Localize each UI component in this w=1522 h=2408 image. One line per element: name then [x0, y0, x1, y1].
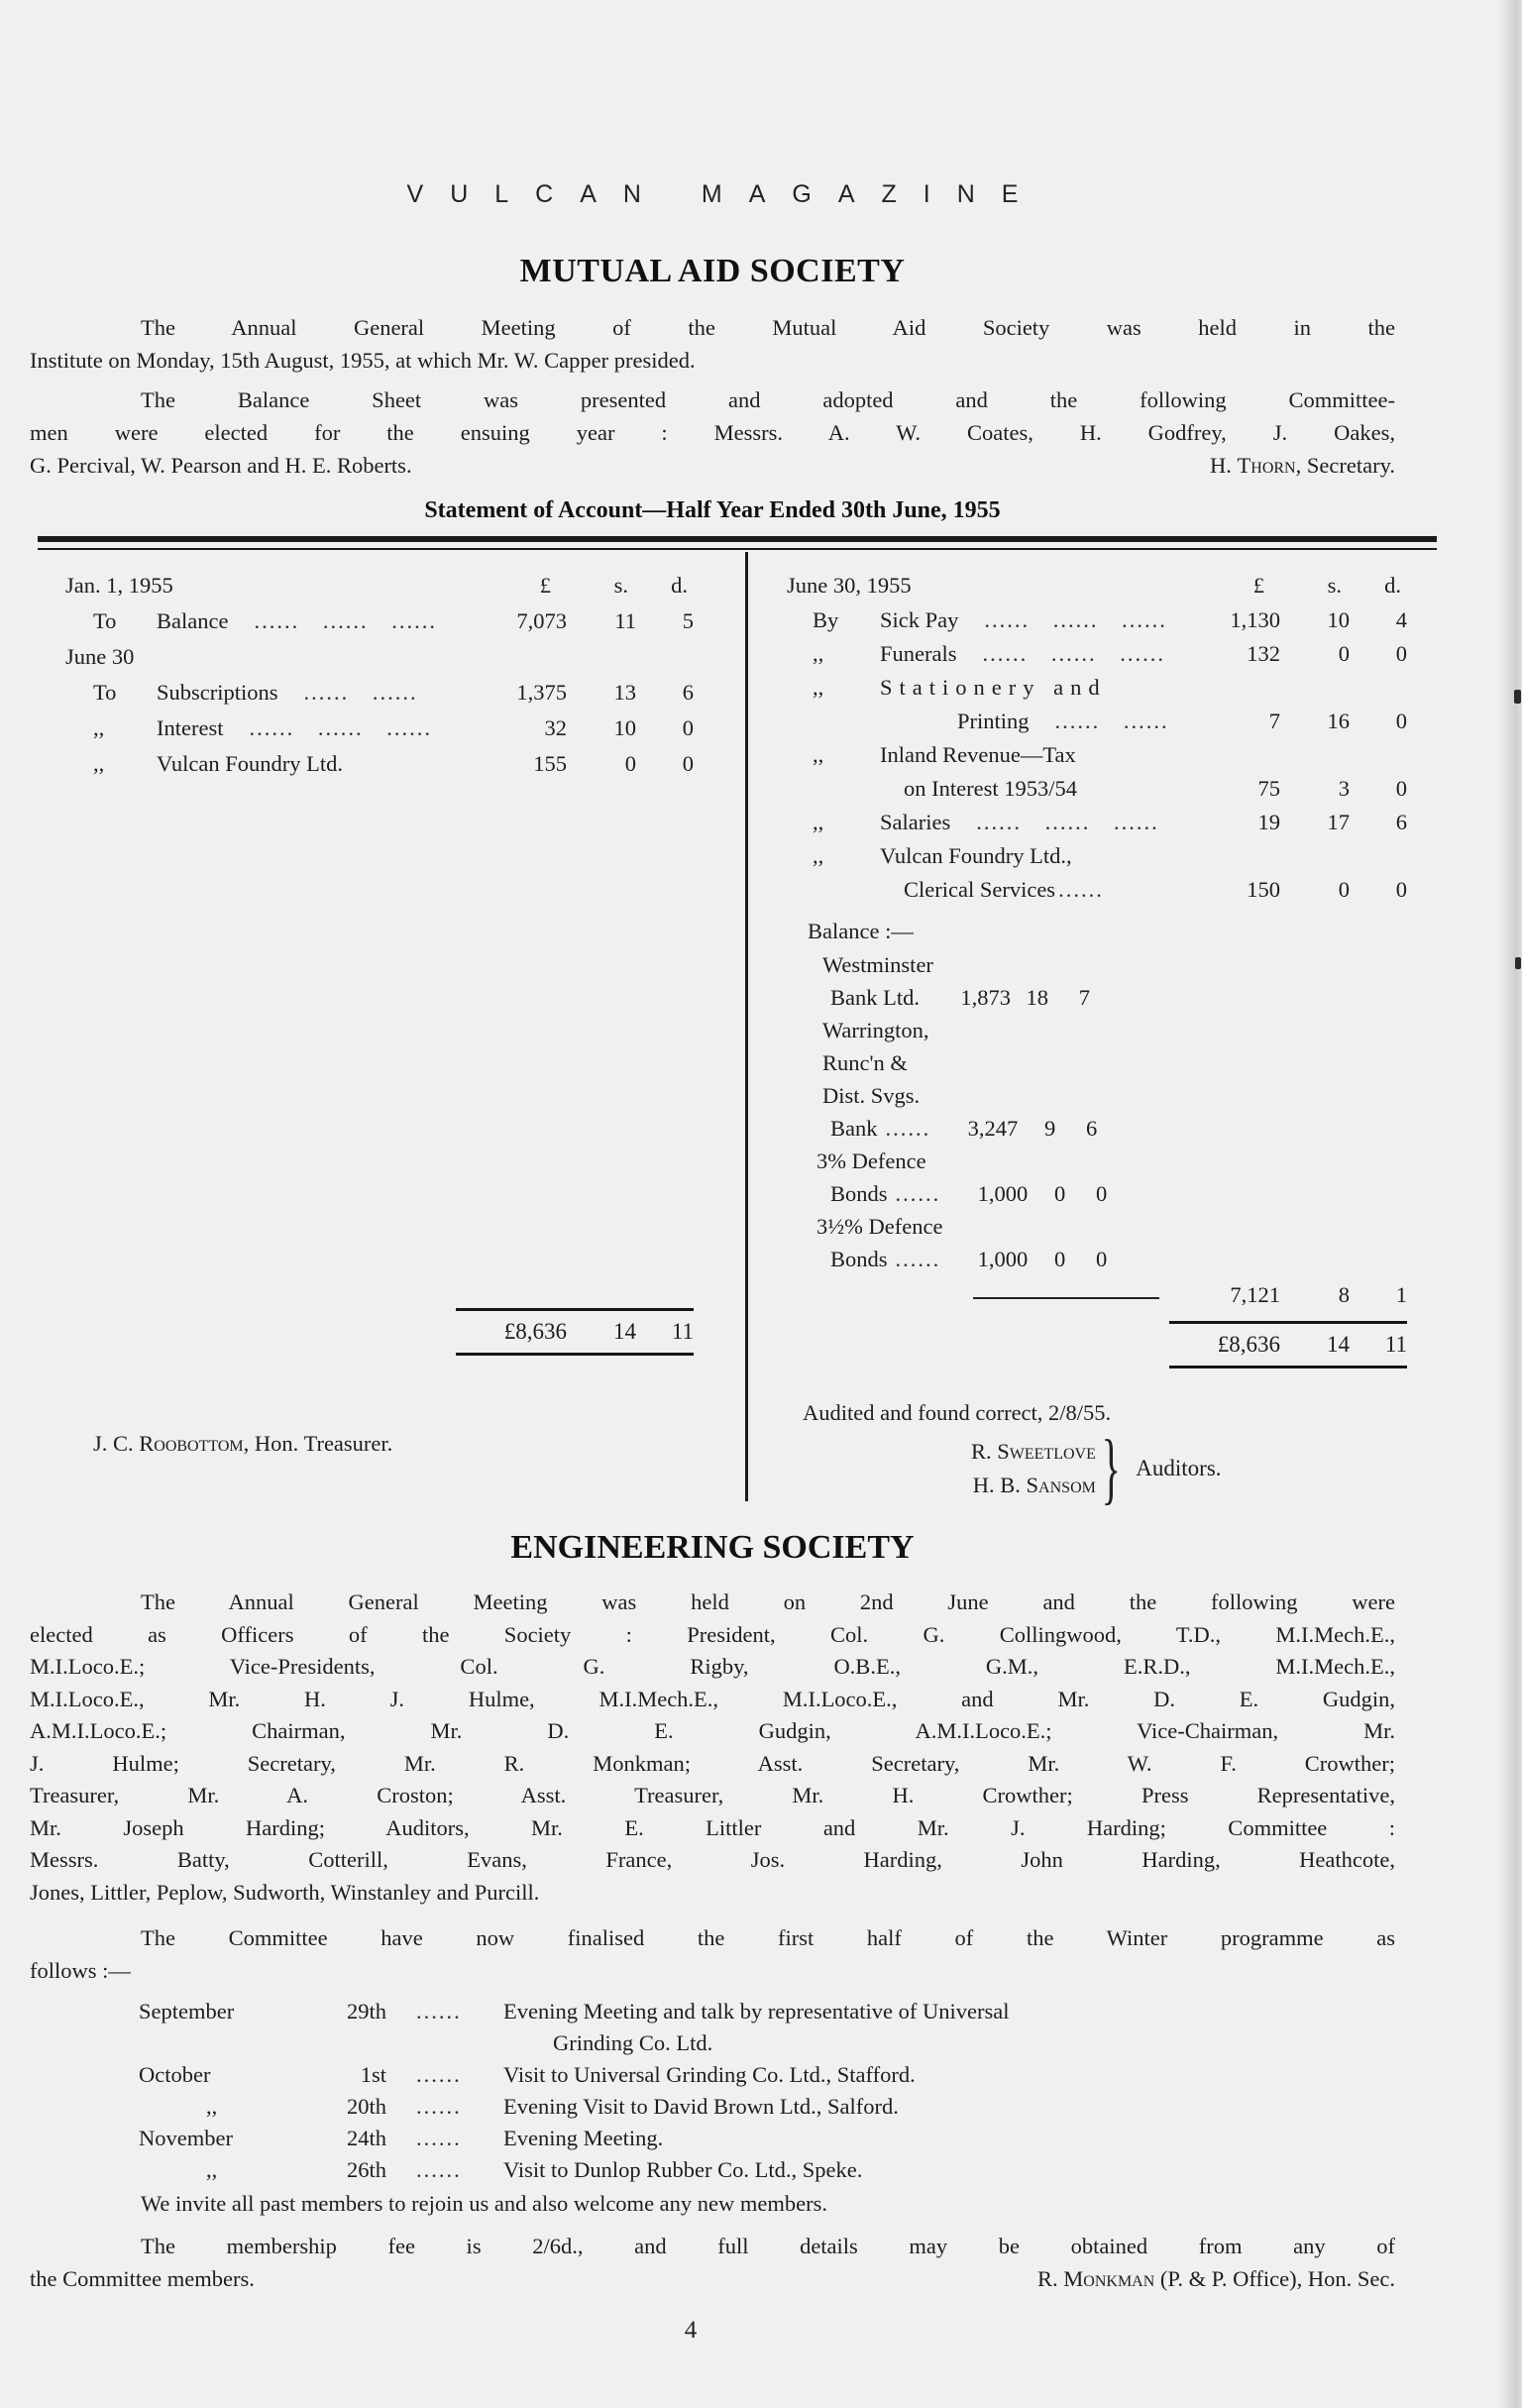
amount-pence: 0	[1395, 877, 1407, 902]
schedule-month: October	[139, 2062, 211, 2087]
schedule-month: November	[139, 2126, 233, 2150]
total-pence: 11	[1384, 1332, 1407, 1357]
amount-pounds: 75	[1257, 776, 1280, 801]
dot-leaders: ...... ...... ......	[976, 810, 1159, 834]
amount-pounds: 155	[533, 751, 567, 776]
dot-leaders: ......	[416, 2062, 462, 2087]
amount-pounds: 19	[1257, 810, 1280, 834]
paragraph-line: M.I.Loco.E., Mr. H. J. Hulme, M.I.Mech.E., M.I.Loco.E., and Mr. D. E. Gudgin,	[30, 1686, 1395, 1711]
account-row-stationery-cont: Printing ...... ...... 7 16 0	[787, 705, 1407, 738]
paragraph-line: follows :—	[30, 1958, 131, 1983]
shilling-column-header: s.	[1327, 573, 1342, 598]
amount-shillings: 13	[613, 680, 636, 705]
schedule-description: Evening Meeting.	[503, 2126, 664, 2150]
audit-statement: Audited and found correct, 2/8/55.	[803, 1400, 1112, 1425]
schedule-day: 26th	[346, 2157, 386, 2182]
paragraph-line: A.M.I.Loco.E.; Chairman, Mr. D. E. Gudgin, A.M.I.Loco.E.; Vice-Chairman, Mr.	[30, 1718, 1395, 1743]
auditor-name: Sansom	[1026, 1473, 1096, 1497]
paragraph-line	[30, 449, 1395, 482]
page-body	[30, 180, 1407, 2345]
amount-pence: 0	[1096, 1181, 1108, 1206]
paragraph-line-text: the Committee members.	[30, 2266, 255, 2291]
dot-leaders: ......	[416, 1999, 462, 2024]
table-top-double-rule	[38, 536, 1437, 550]
schedule-day: 1st	[360, 2062, 386, 2087]
paragraph-line: Institute on Monday, 15th August, 1955, at which Mr. W. Capper presided.	[30, 348, 696, 373]
account-row-clerical-cont: Clerical Services ...... 150 0 0	[787, 873, 1407, 907]
account-row-interest: ,, Interest ...... ...... ...... 32 10 0	[93, 711, 694, 746]
account-row-stationery: ,, Stationery and	[813, 675, 1107, 700]
engineering-officers-paragraph	[30, 1587, 1395, 1909]
total-pounds: £8,636	[1217, 1332, 1280, 1357]
treasurer-name: Roobottom	[139, 1431, 244, 1456]
amount-pounds: 7,073	[516, 608, 567, 633]
statement-of-account-table	[38, 536, 1437, 1515]
subtotal-dash-rule	[973, 1297, 1159, 1299]
scan-speck	[1514, 690, 1521, 704]
debit-column	[38, 550, 746, 1461]
total-pounds: £8,636	[503, 1319, 567, 1344]
balance-item-westminster: Westminster Bank Ltd. 1,873 18 7	[787, 948, 1407, 1014]
section-title-engineering: ENGINEERING SOCIETY	[510, 1529, 915, 1566]
mutual-aid-paragraph-1	[30, 311, 1395, 377]
auditors-signatures	[971, 1425, 1407, 1512]
subtotal-pence: 1	[1395, 1282, 1407, 1307]
winter-programme-paragraph	[30, 1921, 1395, 1987]
schedule-row	[139, 2123, 1395, 2154]
dot-leaders: ...... ...... ......	[982, 641, 1165, 666]
brace-glyph: }	[1101, 1425, 1121, 1512]
debit-total	[456, 1308, 694, 1356]
amount-pounds: 1,130	[1230, 607, 1280, 632]
amount-pence: 0	[1096, 1247, 1108, 1271]
amount-shillings: 0	[1054, 1247, 1066, 1271]
dot-leaders: ...... ......	[1054, 709, 1169, 733]
debit-date: Jan. 1, 1955	[65, 573, 173, 598]
invite-line: We invite all past members to rejoin us and also welcome any new members.	[141, 2191, 827, 2216]
membership-paragraph	[30, 2230, 1395, 2295]
mutual-aid-paragraph-2	[30, 383, 1395, 482]
auditor-name: Sweetlove	[997, 1439, 1096, 1464]
programme-schedule	[139, 1996, 1395, 2186]
secretary-name: Thorn	[1237, 453, 1296, 478]
amount-pence: 0	[682, 751, 694, 776]
paragraph-line: The Committee have now finalised the first half of the Winter programme as	[141, 1925, 1395, 1950]
dot-leaders: ...... ...... ......	[984, 607, 1167, 632]
amount-shillings: 9	[1044, 1116, 1056, 1141]
paragraph-line: The Annual General Meeting was held on 2nd June and the following were	[141, 1589, 1395, 1614]
hon-sec-name: Monkman	[1063, 2266, 1155, 2291]
debit-date-line: June 30	[65, 644, 135, 669]
schedule-row	[139, 2154, 1395, 2186]
amount-shillings: 11	[614, 608, 636, 633]
pound-column-header: £	[539, 573, 551, 598]
amount-pence: 4	[1395, 607, 1407, 632]
amount-pounds: 3,247	[967, 1116, 1019, 1141]
scan-speck	[1515, 957, 1521, 969]
paragraph-line: The Annual General Meeting of the Mutual Aid Society was held in the	[141, 315, 1395, 340]
amount-shillings: 16	[1327, 709, 1350, 733]
account-row-salaries: ,, Salaries ...... ...... ...... 19 17 6	[787, 806, 1407, 839]
amount-shillings: 0	[1054, 1181, 1066, 1206]
amount-pence: 6	[1395, 810, 1407, 834]
amount-pence: 6	[1086, 1116, 1098, 1141]
treasurer-signature: J. C. Roobottom, Hon. Treasurer.	[93, 1431, 393, 1456]
account-row-subscriptions: To Subscriptions ...... ...... 1,375 13 6	[93, 675, 694, 711]
amount-shillings: 0	[624, 751, 636, 776]
schedule-month: September	[139, 1999, 235, 2024]
amount-pence: 0	[1395, 776, 1407, 801]
schedule-month-ditto: ,,	[206, 2094, 218, 2119]
pence-column-header: d.	[1384, 573, 1401, 598]
amount-pence: 0	[1395, 709, 1407, 733]
total-shillings: 14	[613, 1319, 636, 1344]
total-pence: 11	[671, 1319, 694, 1344]
amount-pence: 5	[682, 608, 694, 633]
schedule-description: Visit to Dunlop Rubber Co. Ltd., Speke.	[503, 2157, 863, 2182]
amount-pounds: 7	[1268, 709, 1280, 733]
auditors-label: Auditors.	[1136, 1456, 1222, 1480]
amount-pence: 6	[682, 680, 694, 705]
amount-pence: 7	[1078, 985, 1090, 1010]
table-column-divider	[745, 552, 748, 1501]
dot-leaders: ......	[416, 2126, 462, 2150]
balance-item-savings-bank: Warrington, Runc'n & Dist. Svgs. Bank ...... 3,247 9 6	[787, 1014, 1407, 1145]
paragraph-line-text: G. Percival, W. Pearson and H. E. Roberts.	[30, 453, 412, 478]
paragraph-line: Messrs. Batty, Cotterill, Evans, France, Jos. Harding, John Harding, Heathcote,	[30, 1847, 1395, 1872]
subtotal-shillings: 8	[1338, 1282, 1350, 1307]
paragraph-line: Mr. Joseph Harding; Auditors, Mr. E. Littler and Mr. J. Harding; Committee :	[30, 1814, 1395, 1840]
dot-leaders: ...... ......	[303, 680, 418, 705]
account-row-vulcan-foundry: ,, Vulcan Foundry Ltd. 155 0 0	[93, 746, 694, 782]
dot-leaders: ...... ...... ......	[249, 715, 432, 740]
dot-leaders: ......	[885, 1116, 931, 1141]
amount-pounds: 32	[544, 715, 567, 740]
account-row-funerals: ,, Funerals ...... ...... ...... 132 0 0	[787, 637, 1407, 671]
pound-column-header: £	[1252, 573, 1264, 598]
dot-leaders: ......	[416, 2094, 462, 2119]
amount-pence: 0	[1395, 641, 1407, 666]
paragraph-line	[30, 2262, 1395, 2295]
account-row-sick-pay: By Sick Pay ...... ...... ...... 1,130 10 4	[787, 603, 1407, 637]
paragraph-line: The Balance Sheet was presented and adopted and the following Committee-	[141, 387, 1395, 412]
account-row-inland-revenue: ,, Inland Revenue—Tax	[813, 742, 1076, 767]
amount-pence: 0	[682, 715, 694, 740]
debit-header-row	[65, 568, 694, 603]
amount-pounds: 132	[1247, 641, 1280, 666]
credit-total	[1169, 1321, 1407, 1368]
amount-shillings: 3	[1338, 776, 1350, 801]
account-row-balance: To Balance ...... ...... ...... 7,073 11 5	[93, 603, 694, 639]
dot-leaders: ...... ...... ......	[254, 608, 437, 633]
pence-column-header: d.	[671, 573, 688, 598]
schedule-description-continuation: Grinding Co. Ltd.	[553, 2030, 713, 2055]
schedule-day: 20th	[346, 2094, 386, 2119]
amount-shillings: 18	[1026, 985, 1048, 1010]
credit-column	[749, 550, 1437, 1512]
schedule-row	[139, 2059, 1395, 2091]
subtotal-pounds: 7,121	[1230, 1282, 1280, 1307]
schedule-month-ditto: ,,	[206, 2157, 218, 2182]
schedule-row	[139, 1996, 1395, 2027]
paragraph-line: J. Hulme; Secretary, Mr. R. Monkman; Asst. Secretary, Mr. W. F. Crowther;	[30, 1750, 1395, 1776]
dot-leaders: ......	[895, 1181, 941, 1206]
total-shillings: 14	[1327, 1332, 1350, 1357]
amount-pounds: 1,375	[516, 680, 567, 705]
schedule-day: 29th	[346, 1999, 386, 2024]
auditor-signature: H. B. Sansom	[972, 1473, 1096, 1497]
shilling-column-header: s.	[613, 573, 628, 598]
auditor-signature: R. Sweetlove	[971, 1439, 1096, 1464]
page-number: 4	[684, 2317, 698, 2344]
dot-leaders: ......	[416, 2157, 462, 2182]
paragraph-line: men were elected for the ensuing year : Messrs. A. W. Coates, H. Godfrey, J. Oakes,	[30, 420, 1395, 445]
account-row-clerical: ,, Vulcan Foundry Ltd.,	[813, 843, 1072, 868]
schedule-row	[139, 2091, 1395, 2123]
amount-shillings: 0	[1338, 877, 1350, 902]
secretary-signature: H. Thorn, Secretary.	[1210, 453, 1395, 478]
schedule-description: Visit to Universal Grinding Co. Ltd., Stafford.	[503, 2062, 916, 2087]
scan-edge-shadow	[1496, 0, 1522, 2408]
balance-heading: Balance :—	[808, 919, 914, 943]
dot-leaders: ......	[895, 1247, 941, 1271]
amount-shillings: 10	[1327, 607, 1350, 632]
account-row-inland-revenue-cont: on Interest 1953/54 75 3 0	[787, 772, 1407, 806]
statement-title: Statement of Account—Half Year Ended 30th June, 1955	[424, 497, 1001, 523]
balance-item-defence-bonds-3-5: 3½% Defence Bonds ...... 1,000 0 0	[787, 1210, 1407, 1275]
hon-sec-signature: R. Monkman (P. & P. Office), Hon. Sec.	[1037, 2266, 1395, 2291]
paragraph-line: Treasurer, Mr. A. Croston; Asst. Treasurer, Mr. H. Crowther; Press Representative,	[30, 1783, 1395, 1807]
amount-pounds: 150	[1247, 877, 1280, 902]
balance-subtotal-row	[787, 1277, 1407, 1313]
paragraph-line: The membership fee is 2/6d., and full details may be obtained from any of	[141, 2234, 1395, 2258]
paragraph-line: M.I.Loco.E.; Vice-Presidents, Col. G. Rigby, O.B.E., G.M., E.R.D., M.I.Mech.E.,	[30, 1654, 1395, 1679]
schedule-day: 24th	[346, 2126, 386, 2150]
dot-leaders: ......	[1058, 877, 1104, 902]
section-title-mutual-aid: MUTUAL AID SOCIETY	[519, 253, 906, 289]
schedule-description: Evening Visit to David Brown Ltd., Salford.	[503, 2094, 899, 2119]
amount-pounds: 1,873	[960, 985, 1011, 1010]
amount-shillings: 0	[1338, 641, 1350, 666]
paragraph-line: Jones, Littler, Peplow, Sudworth, Winstanley and Purcill.	[30, 1879, 540, 1905]
balance-item-defence-bonds-3: 3% Defence Bonds ...... 1,000 0 0	[787, 1145, 1407, 1210]
schedule-description: Evening Meeting and talk by representative of Universal	[503, 1999, 1010, 2024]
amount-pounds: 1,000	[977, 1247, 1029, 1271]
magazine-masthead: VULCAN MAGAZINE	[406, 180, 1045, 208]
amount-pounds: 1,000	[977, 1181, 1029, 1206]
amount-shillings: 10	[613, 715, 636, 740]
amount-shillings: 17	[1327, 810, 1350, 834]
credit-header-row	[787, 568, 1407, 603]
credit-date: June 30, 1955	[787, 573, 912, 598]
paragraph-line: elected as Officers of the Society : President, Col. G. Collingwood, T.D., M.I.Mech.E.,	[30, 1621, 1395, 1647]
